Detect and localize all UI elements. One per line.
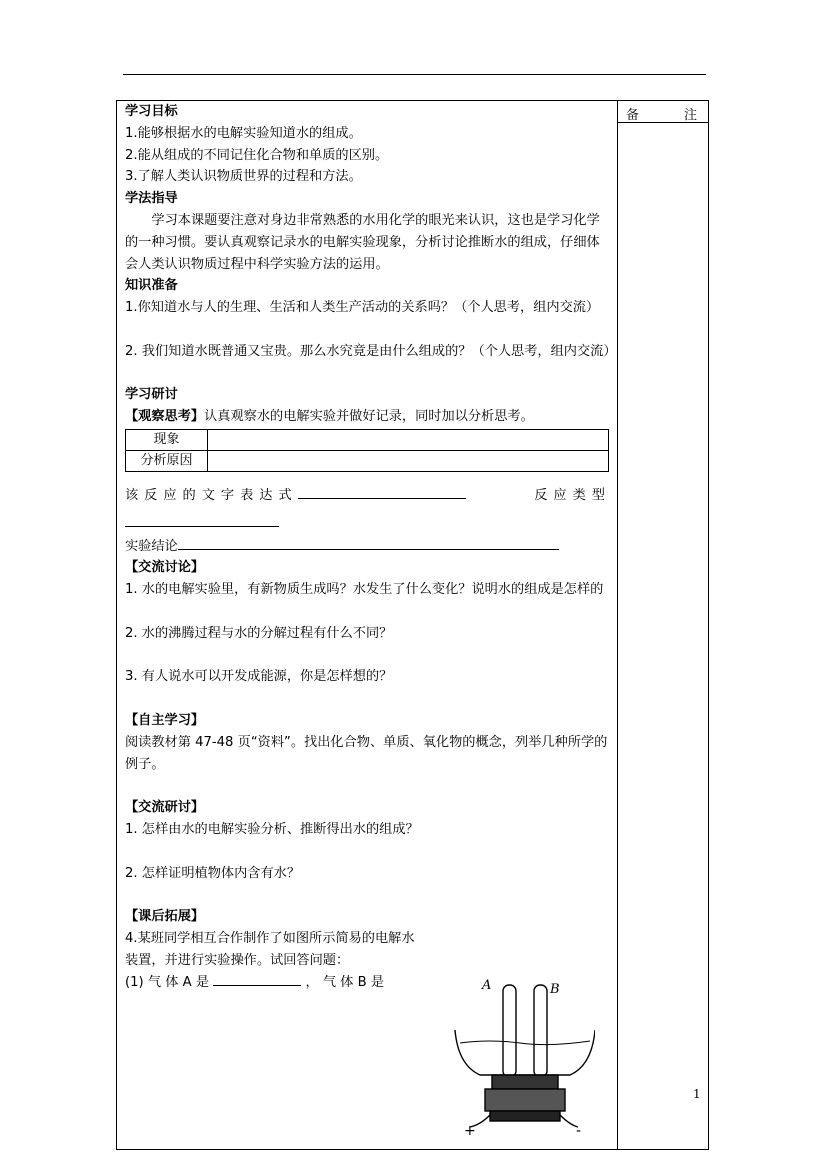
conclusion-line: [125, 535, 611, 558]
header-rule: [123, 74, 706, 75]
label-plus: +: [464, 1123, 476, 1139]
conclusion-blank[interactable]: [178, 535, 559, 550]
extension-question-4: 4.某班同学相互合作制作了如图所示简易的电解水装置，并进行实验操作。试回答问题：: [125, 930, 415, 968]
exchange-heading: 【交流研讨】: [125, 800, 205, 816]
observation-table: [125, 429, 609, 472]
notes-column-divider: [617, 100, 618, 1150]
expression-label: 该反应的文字表达式: [125, 487, 298, 503]
expression-blank[interactable]: [298, 484, 466, 499]
method-heading: 学法指导: [125, 191, 178, 207]
exchange-question-2: 2. 怎样证明植物体内含有水？: [125, 865, 301, 881]
label-b: B: [550, 982, 560, 997]
notes-label-right: 注: [684, 108, 698, 123]
discuss-heading: 【交流讨论】: [125, 560, 205, 576]
table-row: [126, 450, 609, 471]
goal-item: 1.能够根据水的电解实验知道水的组成。: [125, 125, 362, 141]
tube-b: [534, 985, 547, 1077]
page-number: 1: [693, 1087, 701, 1101]
goal-item: 3.了解人类认识物质世界的过程和方法。: [125, 169, 362, 185]
goal-item: 2.能从组成的不同记住化合物和单质的区别。: [125, 147, 389, 163]
phenomenon-cell[interactable]: [208, 429, 609, 450]
self-study-text: 阅读教材第 47-48 页“资料”。找出化合物、单质、氧化物的概念，列举几种所学的例子。: [125, 734, 608, 772]
q4-1-part-a: (1) 气 体 A 是: [125, 975, 210, 991]
discuss-question-1: 1. 水的电解实验里，有新物质生成吗？水发生了什么变化？说明水的组成是怎样的: [125, 582, 604, 598]
conclusion-label: 实验结论: [125, 538, 178, 554]
goals-heading: 学习目标: [125, 104, 178, 119]
prep-question-1: 1.你知道水与人的生理、生活和人类生产活动的关系吗？（个人思考，组内交流）: [125, 300, 600, 316]
main-content: [125, 101, 617, 994]
prep-heading: 知识准备: [125, 278, 178, 294]
prep-question-2: 2. 我们知道水既普通又宝贵。那么水究竟是由什么组成的？（个人思考，组内交流）: [125, 343, 617, 359]
label-a: A: [482, 978, 492, 993]
study-heading: 学习研讨: [125, 387, 178, 403]
notes-label-left: 备: [626, 108, 640, 123]
row-label-phenomenon: 现象: [126, 429, 208, 450]
gas-a-blank[interactable]: [213, 971, 301, 986]
observe-line: [125, 406, 611, 428]
label-minus: -: [576, 1123, 582, 1139]
exchange-question-1: 1. 怎样由水的电解实验分析、推断得出水的组成？: [125, 821, 419, 837]
type-label: 反应类型: [534, 487, 611, 503]
notes-column-header: [618, 101, 708, 123]
observe-tag: 【观察思考】: [125, 409, 205, 425]
self-study-heading: 【自主学习】: [125, 712, 205, 728]
discuss-question-2: 2. 水的沸腾过程与水的分解过程有什么不同？: [125, 625, 393, 641]
discuss-question-3: 3. 有人说水可以开发成能源，你是怎样想的？: [125, 669, 393, 685]
basin: [455, 1030, 595, 1075]
analysis-cell[interactable]: [208, 450, 609, 471]
observe-text: 认真观察水的电解实验并做好记录，同时加以分析思考。: [204, 409, 534, 425]
electrolysis-apparatus-figure: [450, 975, 595, 1145]
extension-heading: 【课后拓展】: [125, 909, 205, 925]
method-text: 学习本课题要注意对身边非常熟悉的水用化学的眼光来认识，这也是学习化学的一种习惯。要认真观察记录水的电解实验现象，分析讨论推断水的组成，仔细体会人类认识物质过程中科学实验方法的运用。: [125, 212, 600, 272]
extension-question-4-1: [125, 971, 425, 994]
type-blank[interactable]: [125, 512, 279, 527]
row-label-analysis: 分析原因: [126, 450, 208, 471]
tube-a: [503, 985, 516, 1077]
q4-1-part-b: ， 气 体 B 是: [305, 975, 385, 991]
table-row: [126, 429, 609, 450]
expression-line: [125, 484, 611, 507]
